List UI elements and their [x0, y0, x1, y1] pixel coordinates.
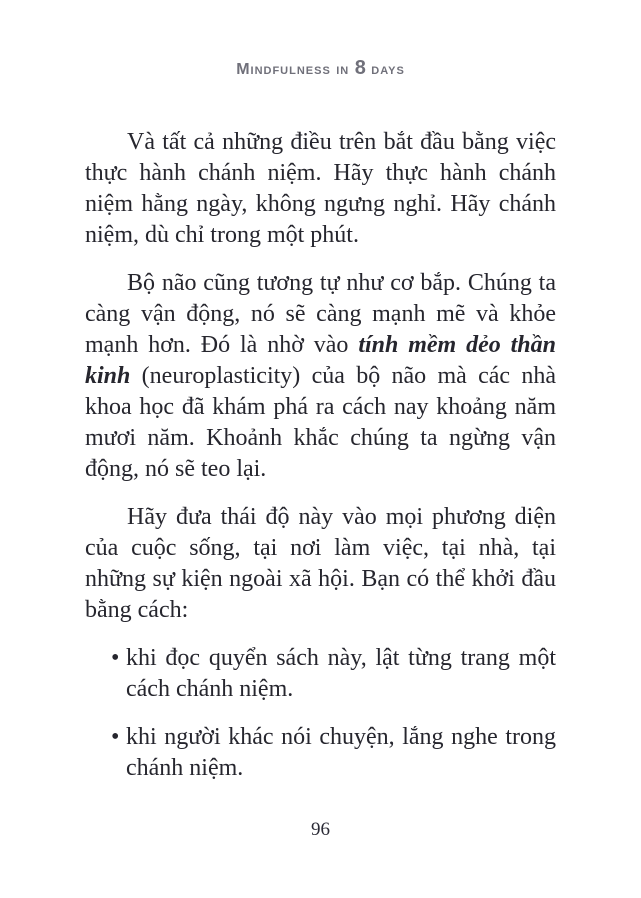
- list-item-text: khi đọc quyển sách này, lật từng trang một cách chánh niệm.: [126, 645, 556, 702]
- paragraph-1: Và tất cả những điều trên bắt đầu bằng việc thực hành chánh niệm. Hãy thực hành chánh niệm hằng ngày, không ngưng nghỉ. Hãy chánh niệm, dù chỉ trong một phút.: [85, 129, 556, 248]
- running-header: [0, 57, 641, 80]
- bullet-icon: •: [111, 724, 120, 750]
- paragraph-2-emphasis: tính mềm dẻo thần kinh: [85, 332, 556, 389]
- paragraph-2-text-before: Bộ não cũng tương tự như cơ bắp. Chúng ta càng vận động, nó sẽ càng mạnh mẽ và khỏe mạnh hơn. Đó là nhờ vào: [85, 270, 556, 358]
- list-item: [85, 722, 556, 784]
- paragraph-2-text-after: (neuroplasticity) của bộ não mà các nhà khoa học đã khám phá ra cách nay khoảng năm mươi năm. Khoảnh khắc chúng ta ngừng vận động, nó sẽ teo lại.: [85, 363, 556, 482]
- list-item: [85, 643, 556, 705]
- running-header-number: 8: [354, 57, 366, 79]
- page-body-text: [85, 127, 556, 801]
- page-footer: [0, 819, 641, 841]
- paragraph-3: Hãy đưa thái độ này vào mọi phương diện của cuộc sống, tại nơi làm việc, tại nhà, tại những sự kiện ngoài xã hội. Bạn có thể khởi đầu bằng cách:: [85, 504, 556, 623]
- bullet-list: [85, 643, 556, 784]
- bullet-icon: •: [111, 645, 120, 671]
- page-number: 96: [311, 819, 330, 840]
- running-header-title-start: Mindfulness in: [236, 61, 355, 78]
- list-item-text: khi người khác nói chuyện, lắng nghe trong chánh niệm.: [126, 724, 556, 781]
- paragraph-2: [85, 268, 556, 485]
- running-header-title-end: days: [365, 61, 405, 78]
